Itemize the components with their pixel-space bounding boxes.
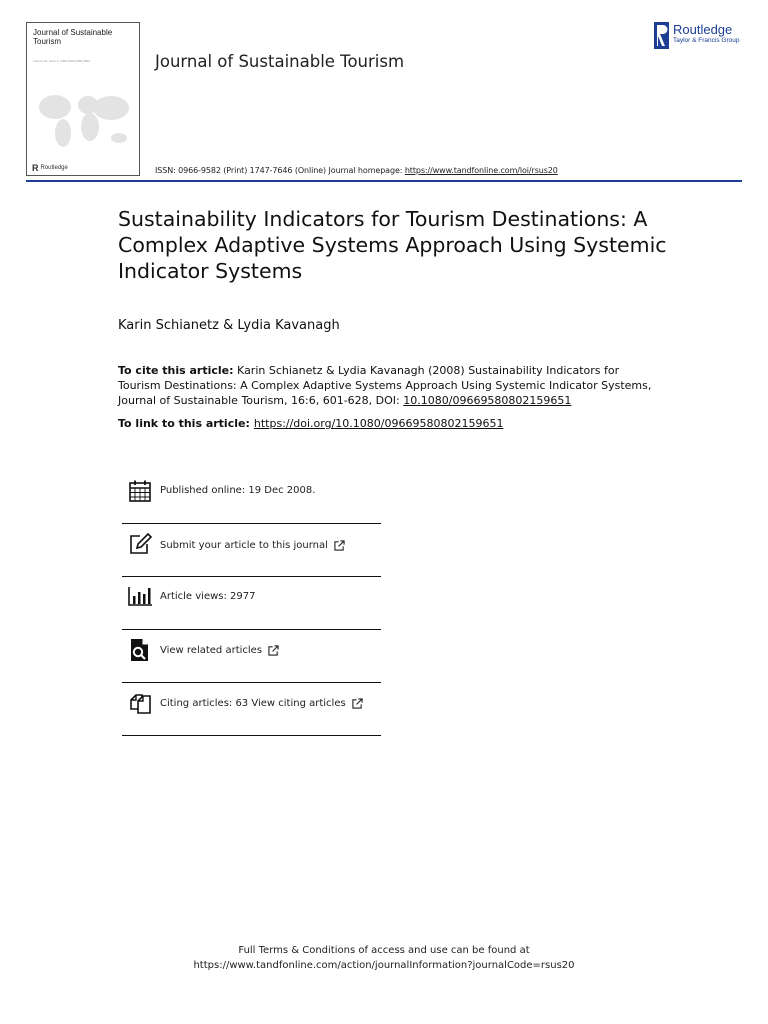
submit-article-link[interactable]: Submit your article to this journal bbox=[160, 540, 328, 551]
external-link-icon bbox=[334, 540, 345, 551]
citing-articles-row[interactable] bbox=[122, 683, 381, 736]
publisher-name: Routledge bbox=[673, 22, 733, 37]
citing-articles-link[interactable]: Citing articles: 63 View citing articles bbox=[160, 698, 346, 709]
terms-footer bbox=[0, 943, 768, 973]
terms-url-link[interactable]: https://www.tandfonline.com/action/journalInformation?journalCode=rsus20 bbox=[193, 960, 575, 971]
article-authors: Karin Schianetz & Lydia Kavanagh bbox=[118, 318, 340, 333]
citing-documents-icon bbox=[128, 691, 152, 715]
document-search-icon bbox=[128, 638, 152, 662]
article-views-row bbox=[122, 577, 381, 630]
cite-text: Karin Schianetz & Lydia Kavanagh (2008) Sustainability Indicators for Tourism Destinations: A Complex Adaptive Systems Approach Using Systemic Indicator Systems, Journal of Sustainable Tourism, 16:6, 601-628, DOI: bbox=[118, 364, 652, 407]
article-doi-url-link[interactable]: https://doi.org/10.1080/09669580802159651 bbox=[253, 417, 504, 430]
routledge-logo-icon bbox=[654, 22, 669, 49]
bar-chart-icon bbox=[128, 584, 152, 608]
header-divider bbox=[26, 180, 742, 182]
article-info-list bbox=[122, 470, 381, 736]
citation-block bbox=[118, 363, 658, 408]
published-date: Published online: 19 Dec 2008. bbox=[160, 485, 316, 496]
issn-line bbox=[155, 166, 558, 175]
related-articles-row[interactable] bbox=[122, 630, 381, 683]
external-link-icon bbox=[352, 698, 363, 709]
publisher-logo[interactable] bbox=[654, 22, 739, 49]
journal-homepage-link[interactable]: https://www.tandfonline.com/loi/rsus20 bbox=[404, 166, 558, 175]
journal-name: Journal of Sustainable Tourism bbox=[155, 52, 405, 71]
cover-meta: Volume 16, Issue 6, 2008 ISSN 0966-9582 bbox=[33, 59, 90, 63]
cover-title: Journal of Sustainable Tourism bbox=[33, 28, 113, 46]
article-views: Article views: 2977 bbox=[160, 591, 256, 602]
link-label: To link to this article: bbox=[118, 417, 250, 430]
cover-publisher-logo: R Routledge bbox=[32, 163, 68, 173]
terms-text: Full Terms & Conditions of access and use can be found at bbox=[238, 945, 530, 956]
calendar-icon bbox=[128, 479, 152, 503]
article-title: Sustainability Indicators for Tourism Destinations: A Complex Adaptive Systems Approach Using Systemic Indicator Systems bbox=[118, 207, 667, 283]
journal-cover-thumbnail bbox=[26, 22, 140, 176]
article-link-line bbox=[118, 417, 503, 430]
cite-label: To cite this article: bbox=[118, 364, 234, 377]
external-link-icon bbox=[268, 645, 279, 656]
world-map-icon bbox=[33, 83, 133, 153]
doi-link[interactable]: 10.1080/09669580802159651 bbox=[403, 394, 572, 407]
edit-icon bbox=[128, 532, 152, 556]
related-articles-link[interactable]: View related articles bbox=[160, 645, 263, 656]
publisher-group: Taylor & Francis Group bbox=[673, 37, 740, 44]
issn-text: ISSN: 0966-9582 (Print) 1747-7646 (Online) Journal homepage: bbox=[155, 166, 405, 175]
published-row bbox=[122, 470, 381, 524]
submit-article-row[interactable] bbox=[122, 524, 381, 577]
